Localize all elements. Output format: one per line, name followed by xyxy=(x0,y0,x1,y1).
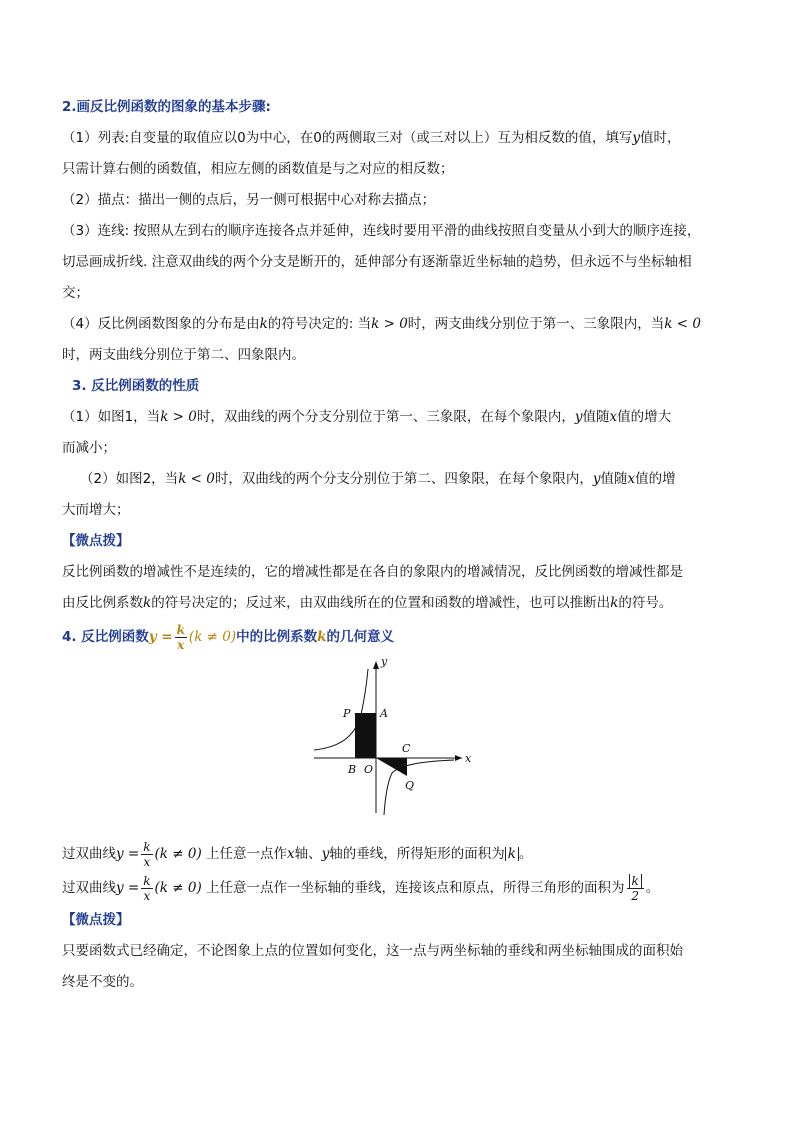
section-3-heading: 3. 反比例函数的性质 xyxy=(72,378,200,394)
tip-label: 【微点拨】 xyxy=(62,912,130,928)
paragraph: 过双曲线y = $\frac{k}{x}$ (k ≠ 0) 上任意一点作一坐标轴的垂线，连接该点和原点，所得三角形的面积为 $\frac{k}{2}$ 。 xyxy=(62,873,660,903)
hyperbola-figure xyxy=(62,655,734,837)
shaded-rectangle xyxy=(355,713,376,758)
paragraph: 只要函数式已经确定，不论图象上点的位置如何变化，这一点与两坐标轴的垂线和两坐标轴围成的面积始 终是不变的。 xyxy=(62,943,683,990)
paragraph: （3）连线: 按照从左到右的顺序连接各点并延伸，连线时要用平滑的曲线按照自变量从小到大的顺序连接， 切忌画成折线. 注意双曲线的两个分支是断开的，延伸部分有逐渐靠近坐标轴的趋势，但永远不与坐标轴相 交； xyxy=(62,223,701,301)
paragraph: （2）描点：描出一侧的点后，另一侧可根据中心对称去描点； xyxy=(62,192,436,208)
paragraph: （1）列表:自变量的取值应以0为中心，在0的两侧取三对（或三对以上）互为相反数的值，填写y值时， 只需计算右侧的函数值，相应左侧的函数值是与之对应的相反数； xyxy=(62,130,681,177)
hyperbola-diagram xyxy=(62,655,734,837)
label-O: O xyxy=(364,763,374,776)
fraction: $\frac{k}{x}$ xyxy=(176,622,185,652)
label-Q: Q xyxy=(405,779,415,792)
label-y: y xyxy=(381,655,388,668)
label-P: P xyxy=(343,707,351,720)
paragraph: （2）如图2，当k < 0时，双曲线的两个分支分别位于第二、四象限，在每个象限内，y值随x值的增 大而增大； xyxy=(62,471,676,518)
label-B: B xyxy=(348,763,357,776)
label-A: A xyxy=(380,707,388,720)
document-page xyxy=(62,92,734,998)
paragraph: （1）如图1，当k > 0时，双曲线的两个分支分别位于第一、三象限，在每个象限内，y值随x值的增大 而减小； xyxy=(62,409,672,456)
paragraph: 过双曲线y = $\frac{k}{x}$ (k ≠ 0) 上任意一点作x轴、y轴的垂线，所得矩形的面积为 k 。 xyxy=(62,839,533,869)
label-C: C xyxy=(402,742,411,755)
paragraph: （4）反比例函数图象的分布是由k的符号决定的: 当k > 0时，两支曲线分别位于第一、三象限内，当k < 0 时，两支曲线分别位于第二、四象限内。 xyxy=(62,316,701,363)
fraction-abs-k-over-2: $\frac{k}{2}$ xyxy=(627,874,644,903)
paragraph: 反比例函数的增减性不是连续的，它的增减性都是在各自的象限内的增减情况，反比例函数的增减性都是 由反比例系数k的符号决定的；反过来，由双曲线所在的位置和函数的增减性，也可以推断出k的符号。 xyxy=(62,564,683,611)
section-2-heading: 2.画反比例函数的图象的基本步骤: xyxy=(62,99,271,115)
abs-k: k xyxy=(505,847,519,861)
fraction: $\frac{k}{x}$ xyxy=(143,873,151,903)
fraction: $\frac{k}{x}$ xyxy=(143,839,151,869)
y-axis-arrow xyxy=(373,661,379,669)
section-4-heading: 4. 反比例函数y = $\frac{k}{x}$ (k ≠ 0)中的比例系数k的几何意义 xyxy=(62,622,394,652)
tip-label: 【微点拨】 xyxy=(62,533,130,549)
x-axis-arrow xyxy=(455,755,462,761)
label-x: x xyxy=(465,752,472,765)
